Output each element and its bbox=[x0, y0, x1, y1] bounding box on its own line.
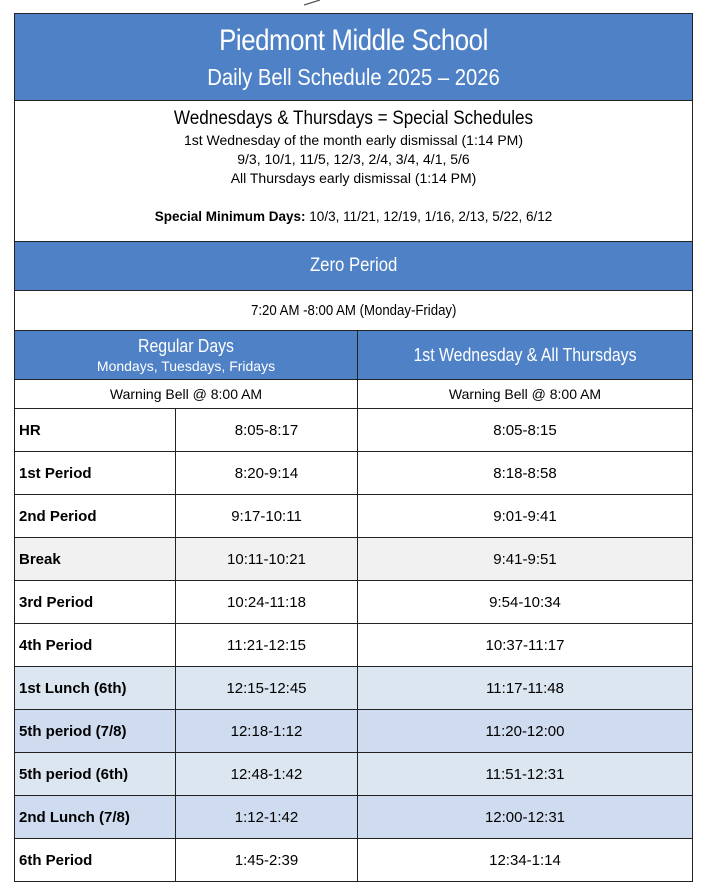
special-days-title: 1st Wednesday & All Thursdays bbox=[413, 345, 637, 365]
regular-time: 12:18-1:12 bbox=[176, 710, 358, 753]
regular-time: 1:12-1:42 bbox=[176, 796, 358, 839]
early-dismissal-wednesday: 1st Wednesday of the month early dismissal (1:14 PM) bbox=[183, 132, 523, 148]
table-row bbox=[15, 710, 693, 753]
regular-time: 10:11-10:21 bbox=[176, 538, 358, 581]
regular-days-header bbox=[15, 331, 358, 380]
period-label: 2nd Period bbox=[15, 495, 176, 538]
period-label: Break bbox=[15, 538, 176, 581]
minimum-days-label: Special Minimum Days: bbox=[154, 209, 306, 224]
table-row bbox=[15, 495, 693, 538]
special-schedule-info bbox=[15, 101, 693, 242]
period-label: 5th period (6th) bbox=[15, 753, 176, 796]
table-row bbox=[15, 796, 693, 839]
special-warning-bell: Warning Bell @ 8:00 AM bbox=[358, 380, 693, 409]
table-row bbox=[15, 839, 693, 882]
special-time: 11:20-12:00 bbox=[358, 710, 693, 753]
zero-period-time: 7:20 AM -8:00 AM (Monday-Friday) bbox=[15, 291, 693, 331]
table-row bbox=[15, 753, 693, 796]
special-time: 12:34-1:14 bbox=[358, 839, 693, 882]
regular-time: 11:21-12:15 bbox=[176, 624, 358, 667]
period-label: HR bbox=[15, 409, 176, 452]
table-row bbox=[15, 581, 693, 624]
minimum-days bbox=[15, 207, 692, 226]
early-dismissal-thursday: All Thursdays early dismissal (1:14 PM) bbox=[230, 170, 477, 186]
table-row bbox=[15, 409, 693, 452]
special-time: 9:41-9:51 bbox=[358, 538, 693, 581]
regular-warning-bell: Warning Bell @ 8:00 AM bbox=[15, 380, 358, 409]
title-banner bbox=[15, 14, 693, 101]
special-time: 12:00-12:31 bbox=[358, 796, 693, 839]
table-row bbox=[15, 624, 693, 667]
regular-time: 1:45-2:39 bbox=[176, 839, 358, 882]
regular-time: 9:17-10:11 bbox=[176, 495, 358, 538]
special-time: 8:18-8:58 bbox=[358, 452, 693, 495]
early-dismissal-dates: 9/3, 10/1, 11/5, 12/3, 2/4, 3/4, 4/1, 5/6 bbox=[237, 151, 470, 167]
regular-time: 12:15-12:45 bbox=[176, 667, 358, 710]
regular-time: 8:05-8:17 bbox=[176, 409, 358, 452]
school-name: Piedmont Middle School bbox=[219, 24, 488, 57]
period-label: 6th Period bbox=[15, 839, 176, 882]
period-label: 2nd Lunch (7/8) bbox=[15, 796, 176, 839]
regular-time: 8:20-9:14 bbox=[176, 452, 358, 495]
special-time: 9:54-10:34 bbox=[358, 581, 693, 624]
table-row bbox=[15, 452, 693, 495]
special-time: 10:37-11:17 bbox=[358, 624, 693, 667]
period-label: 1st Period bbox=[15, 452, 176, 495]
bell-schedule-table bbox=[14, 13, 693, 882]
decorative-stroke bbox=[302, 0, 322, 6]
regular-time: 10:24-11:18 bbox=[176, 581, 358, 624]
regular-time: 12:48-1:42 bbox=[176, 753, 358, 796]
minimum-days-dates: 10/3, 11/21, 12/19, 1/16, 2/13, 5/22, 6/12 bbox=[305, 209, 553, 224]
zero-period-heading: Zero Period bbox=[15, 242, 693, 291]
period-label: 3rd Period bbox=[15, 581, 176, 624]
special-time: 8:05-8:15 bbox=[358, 409, 693, 452]
period-label: 1st Lunch (6th) bbox=[15, 667, 176, 710]
regular-days-title: Regular Days bbox=[138, 336, 234, 356]
regular-days-subtitle: Mondays, Tuesdays, Fridays bbox=[96, 358, 276, 374]
period-label: 5th period (7/8) bbox=[15, 710, 176, 753]
table-row bbox=[15, 538, 693, 581]
special-schedule-heading: Wednesdays & Thursdays = Special Schedules bbox=[173, 108, 534, 129]
schedule-subtitle: Daily Bell Schedule 2025 – 2026 bbox=[207, 64, 500, 90]
table-row bbox=[15, 667, 693, 710]
period-label: 4th Period bbox=[15, 624, 176, 667]
special-days-header bbox=[358, 331, 693, 380]
special-time: 9:01-9:41 bbox=[358, 495, 693, 538]
special-time: 11:17-11:48 bbox=[358, 667, 693, 710]
special-time: 11:51-12:31 bbox=[358, 753, 693, 796]
